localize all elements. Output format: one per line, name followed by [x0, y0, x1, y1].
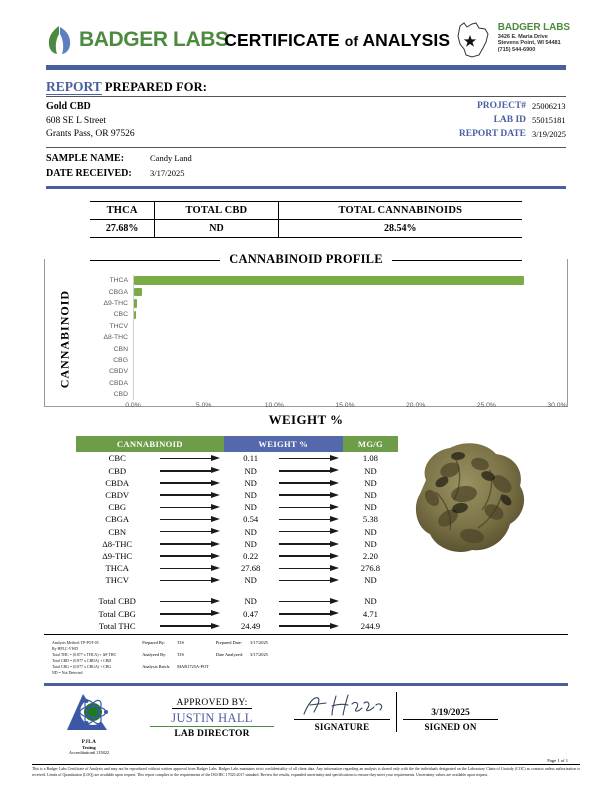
table-row [76, 538, 398, 550]
arrow-icon [278, 477, 343, 489]
footnote-line: Total THC = (0.877 x THCA) + Δ9-THC [52, 653, 117, 658]
signature-cell [288, 692, 396, 732]
result-mgg-value: 5.38 [362, 514, 378, 525]
signed-on-caption: SIGNED ON [424, 721, 477, 732]
result-weight-value: 0.47 [243, 608, 259, 619]
analyst-details [142, 640, 268, 676]
chart-bar-track [133, 321, 557, 332]
arrow-icon [158, 501, 223, 513]
arrow-icon [158, 452, 223, 464]
result-mgg-value: ND [364, 575, 377, 586]
chart-category-label: CBDV [109, 368, 128, 376]
arrow-icon [278, 620, 343, 632]
table-spacer [76, 586, 398, 595]
result-weight-value: ND [244, 526, 257, 537]
result-weight-value: ND [244, 538, 257, 549]
chart-bar-track [133, 332, 557, 343]
arrow-icon [158, 525, 223, 537]
wisconsin-map-icon [452, 20, 494, 60]
arrow-icon [278, 452, 343, 464]
chart-category-label: CBN [113, 345, 128, 353]
chart-category-label: CBG [113, 356, 128, 364]
chart-category-label: THCV [109, 322, 128, 330]
page-title [224, 30, 450, 51]
customer-city: Grants Pass, OR 97526 [46, 129, 135, 140]
chart-bar-row [75, 378, 557, 389]
arrow-icon [158, 595, 223, 607]
result-mgg-value: ND [364, 538, 377, 549]
approved-by-block [150, 692, 274, 739]
table-row [76, 595, 398, 607]
lab-address-line2: Stevens Point, WI 54481 [497, 40, 561, 47]
customer-block [46, 100, 135, 142]
title-certificate: CERTIFICATE [224, 29, 340, 50]
chart-bar-track [133, 275, 557, 286]
signed-on-cell [396, 692, 504, 732]
arrow-icon [158, 477, 223, 489]
sample-name-label: SAMPLE NAME: [46, 153, 125, 165]
chart-category-label: Δ9-THC [103, 300, 128, 307]
chart-bar [134, 299, 137, 307]
project-number-label: PROJECT# [476, 101, 527, 111]
chart-title: CANNABINOID PROFILE [220, 252, 391, 266]
chart-bar-track [133, 355, 557, 366]
result-weight-value: ND [244, 465, 257, 476]
analyst-field-value: 3/17/2025 [250, 639, 268, 645]
cannabinoid-profile-chart [44, 252, 568, 428]
result-mgg-value: 2.20 [362, 550, 378, 561]
result-mgg-value: 1.08 [362, 453, 378, 464]
arrow-icon [278, 574, 343, 586]
analyst-field-value: TJS [177, 639, 184, 645]
prepared-for-label: PREPARED FOR: [104, 80, 208, 94]
result-analyte-name: CBC [108, 453, 126, 464]
chart-bar-row [75, 321, 557, 332]
table-row [76, 513, 398, 525]
results-header-cannabinoid: CANNABINOID [76, 436, 224, 452]
arrow-icon [278, 489, 343, 501]
result-weight-value: 24.49 [240, 620, 261, 631]
report-prepared-for-heading [46, 79, 566, 95]
result-mgg-value: ND [364, 526, 377, 537]
summary-header-total-cbd: TOTAL CBD [155, 202, 278, 220]
chart-title-row [44, 252, 568, 267]
results-header-weight: WEIGHT % [224, 436, 343, 452]
page-header [20, 0, 592, 62]
results-section [20, 436, 592, 632]
result-analyte-name: Total THC [98, 620, 136, 631]
summary-value-thca: 27.68% [105, 223, 139, 235]
result-analyte-name: Δ9-THC [102, 550, 133, 561]
chart-bar-track [133, 378, 557, 389]
arrow-icon [158, 513, 223, 525]
result-analyte-name: CBG [108, 502, 127, 513]
chart-bar-track [133, 389, 557, 400]
analyst-field-value [250, 664, 268, 676]
chart-bar-track [133, 298, 557, 309]
sample-name-value: Candy Land [150, 153, 192, 164]
chart-bar-row [75, 298, 557, 309]
footnote-line: ND = Not Detected [52, 671, 83, 676]
result-mgg-value: ND [364, 489, 377, 500]
title-analysis: ANALYSIS [362, 29, 451, 50]
pjla-name: PJLA [81, 739, 97, 746]
arrow-icon [278, 595, 343, 607]
arrow-icon [278, 501, 343, 513]
pjla-subtitle: Testing [82, 745, 96, 751]
table-row [76, 465, 398, 477]
sample-bottom-divider [46, 186, 566, 189]
date-received-label: DATE RECEIVED: [46, 168, 132, 180]
table-row [76, 477, 398, 489]
arrow-icon [278, 465, 343, 477]
arrow-icon [278, 538, 343, 550]
results-header-mgg: MG/G [343, 436, 398, 452]
lab-phone: (715) 544-6900 [497, 46, 536, 53]
table-row [76, 452, 398, 464]
arrow-icon [158, 608, 223, 620]
table-row [76, 489, 398, 501]
lab-id-label: LAB ID [493, 115, 527, 125]
result-weight-value: ND [244, 502, 257, 513]
chart-bar-track [133, 286, 557, 297]
table-row [76, 620, 398, 632]
chart-x-tick: 30.0% [547, 402, 567, 410]
product-photo [398, 436, 548, 571]
result-analyte-name: Total CBD [98, 596, 136, 607]
signature-caption: SIGNATURE [314, 721, 370, 732]
chart-x-tick: 20.0% [406, 402, 426, 410]
result-analyte-name: Total CBG [98, 608, 136, 619]
table-row [76, 501, 398, 513]
result-mgg-value: 244.9 [360, 620, 381, 631]
result-analyte-name: THCV [105, 575, 129, 586]
chart-bar-row [75, 355, 557, 366]
analyst-field-label: Analyzed By: [142, 652, 167, 658]
report-info-section [20, 70, 592, 189]
signature-box [288, 692, 504, 732]
result-weight-value: ND [244, 596, 257, 607]
result-mgg-value: 276.8 [360, 563, 381, 574]
footnote-line: By HPLC-VWD [52, 647, 79, 651]
sample-block [46, 151, 566, 181]
arrow-icon [158, 538, 223, 550]
chart-x-tick: 0.0% [125, 402, 141, 410]
result-mgg-value: 4.71 [362, 608, 378, 619]
footnote-line: Analysis Method: TP-POT-05 [52, 640, 99, 645]
arrow-icon [278, 525, 343, 537]
arrow-icon [278, 550, 343, 562]
disclaimer-text: This is a Badger Labs Certificate of Analysis and may not be reproduced without written approval from Badger Labs. Badger Labs maintains strict confidentiality of all client data. Any information regarding an analysis is shared only with the the individuals designated on the Laboratory Chain of Custody (COC) as contacts unless authorization is received. Limits of Quantitation (LOQ) are available upon request. This report complies to the requirements of the ISO/IEC 17025:2017 standard. Review the results, expanded uncertainty and specifications to ensure they meet your requirements. Uncertainty values are available upon request. [32, 766, 580, 777]
arrow-icon [158, 550, 223, 562]
date-received-value: 3/17/2025 [150, 168, 185, 179]
chart-bar-track [133, 309, 557, 320]
result-mgg-value: ND [364, 596, 377, 607]
table-row [76, 574, 398, 586]
result-analyte-name: CBDA [105, 477, 130, 488]
lab-address-line1: 3426 E. Maria Drive [497, 33, 548, 40]
summary-header-row [90, 202, 522, 220]
report-meta [459, 100, 566, 142]
chart-x-tick: 10.0% [264, 402, 284, 410]
table-row [76, 550, 398, 562]
chart-bar-row [75, 275, 557, 286]
chart-category-label: CBGA [108, 288, 128, 296]
arrow-icon [158, 562, 223, 574]
pjla-logo-icon [63, 692, 115, 734]
analyst-field-value: 3/17/2025 [250, 652, 268, 658]
result-weight-value: 0.11 [243, 453, 259, 464]
result-mgg-value: ND [364, 502, 377, 513]
arrow-icon [158, 465, 223, 477]
chart-x-tick: 15.0% [335, 402, 355, 410]
footnote-line: Total CBD = (0.877 x CBDA) + CBD [52, 659, 112, 664]
chart-bars [75, 275, 557, 400]
chart-category-label: Δ8-THC [103, 334, 128, 342]
summary-table [90, 201, 522, 238]
report-date-value: 3/19/2025 [532, 130, 566, 140]
summary-value-total-cannabinoids: 28.54% [278, 220, 522, 238]
project-number-value: 25006213 [532, 102, 566, 111]
signature-section [20, 686, 592, 755]
analyst-field-value: MAR1725A-POT [177, 664, 209, 670]
result-mgg-value: ND [364, 477, 377, 488]
summary-header-thca: THCA [106, 205, 138, 217]
footnotes-section [20, 635, 592, 676]
lab-id-value: 55015181 [532, 116, 566, 125]
brand-name: BADGER LABS [79, 28, 229, 51]
table-row [76, 608, 398, 620]
cannabis-bud-image [398, 436, 548, 571]
result-weight-value: 0.22 [243, 550, 259, 561]
customer-street: 608 SE L Street [46, 115, 107, 126]
arrow-icon [158, 574, 223, 586]
customer-name: Gold CBD [46, 101, 91, 112]
handwritten-signature-icon [296, 692, 388, 718]
result-analyte-name: THCA [105, 563, 129, 574]
chart-bar [134, 276, 524, 284]
result-analyte-name: CBDV [105, 489, 130, 500]
chart-category-label: THCA [109, 277, 128, 285]
approved-by-label: APPROVED BY: [172, 698, 251, 709]
result-weight-value: 27.68 [240, 563, 261, 574]
approver-title: LAB DIRECTOR [174, 729, 250, 740]
chart-bar [134, 311, 136, 319]
analyst-field-label: Prepared Date: [215, 639, 243, 645]
chart-category-label: CBD [113, 391, 128, 399]
chart-bar-row [75, 343, 557, 354]
page-number: Page 1 of 1 [547, 758, 568, 764]
arrow-icon [278, 513, 343, 525]
result-weight-value: 0.54 [243, 514, 259, 525]
footnote-line: Total CBG = (0.877 x CBGA) + CBG [52, 665, 112, 670]
chart-x-tick: 25.0% [476, 402, 496, 410]
results-table [76, 436, 398, 632]
chart-plot-box [44, 259, 568, 410]
report-word: REPORT [46, 79, 102, 94]
title-of: of [344, 32, 359, 49]
arrow-icon [278, 562, 343, 574]
report-head-rule [46, 96, 566, 97]
result-analyte-name: CBD [108, 465, 127, 476]
chart-category-label: CBDA [109, 379, 128, 387]
result-analyte-name: CBN [108, 526, 127, 537]
sample-divider [46, 147, 566, 148]
arrow-icon [278, 608, 343, 620]
chart-bar-row [75, 389, 557, 400]
analyst-field-value: TJS [177, 652, 184, 658]
signature-mark [288, 692, 396, 718]
result-weight-value: ND [244, 477, 257, 488]
pjla-accreditation-number: Accreditation# 115822 [68, 750, 110, 756]
chart-y-axis-label: CANNABINOID [57, 289, 72, 388]
chart-bar-row [75, 309, 557, 320]
chart-bar-row [75, 332, 557, 343]
approver-name: JUSTIN HALL [150, 711, 274, 727]
table-row [76, 562, 398, 574]
leaf-icon [46, 25, 72, 55]
table-row [76, 525, 398, 537]
result-mgg-value: ND [364, 465, 377, 476]
result-analyte-name: CBGA [105, 514, 130, 525]
analysis-method-notes [52, 640, 116, 676]
summary-value-total-cbd: ND [155, 220, 278, 238]
chart-bar-row [75, 366, 557, 377]
chart-bar [134, 288, 142, 296]
analyst-field-label: Prepared By: [142, 639, 166, 645]
signed-on-date: 3/19/2025 [431, 708, 470, 719]
chart-category-label: CBC [113, 311, 128, 319]
result-weight-value: ND [244, 489, 257, 500]
chart-bar-track [133, 366, 557, 377]
results-header-row [76, 436, 398, 452]
brand-logo [46, 25, 229, 55]
pjla-accreditation [60, 692, 118, 755]
result-analyte-name: Δ8-THC [102, 538, 133, 549]
chart-x-tick: 5.0% [195, 402, 212, 410]
result-weight-value: ND [244, 575, 257, 586]
lab-name: BADGER LABS [497, 22, 570, 33]
analyst-field-label: Date Analyzed: [215, 652, 244, 658]
analyst-field-label [216, 664, 243, 676]
arrow-icon [158, 489, 223, 501]
chart-x-axis-label: WEIGHT % [268, 412, 344, 428]
arrow-icon [158, 620, 223, 632]
chart-bar-row [75, 286, 557, 297]
chart-bar-track [133, 343, 557, 354]
summary-header-total-cannabinoids: TOTAL CANNABINOIDS [278, 202, 522, 220]
lab-address-block [452, 20, 570, 60]
analyst-field-label: Analysis Batch: [142, 664, 171, 670]
summary-value-row [90, 220, 522, 238]
report-date-label: REPORT DATE [458, 129, 527, 140]
